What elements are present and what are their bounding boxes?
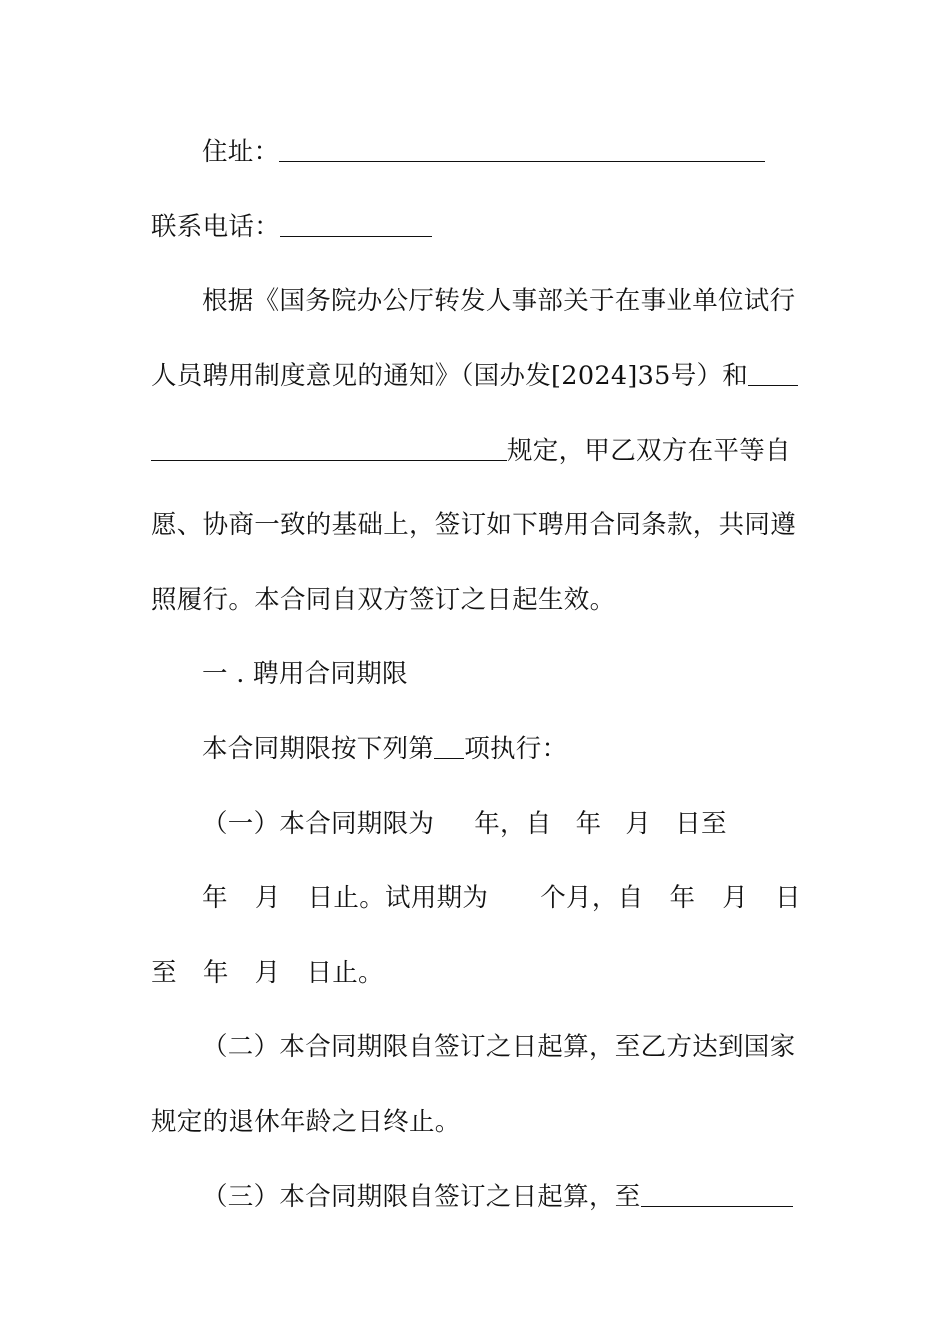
- item-text: 年: [669, 883, 696, 913]
- section-heading: [202, 654, 812, 694]
- paragraph-text: 愿、协商一致的基础上，签订如下聘用合同条款，共同遵: [151, 510, 797, 540]
- item-text: 年: [575, 809, 602, 839]
- item-line: [202, 1027, 812, 1067]
- item-text: （二）本合同期限自签订之日起算，至乙方达到国家: [202, 1032, 796, 1062]
- item-text: （一）本合同期限为: [202, 809, 435, 839]
- paragraph-text: 人员聘用制度意见的通知》（国办发[2024]35号）和: [151, 361, 749, 391]
- paragraph-line: [151, 356, 811, 396]
- option-number-blank: [434, 732, 464, 759]
- item-text: （三）本合同期限自签订之日起算，至: [202, 1182, 641, 1212]
- address-blank: [279, 135, 765, 162]
- item-text: 日: [775, 883, 801, 913]
- section-title: 一 . 聘用合同期限: [202, 659, 408, 689]
- item-text: 年: [202, 958, 229, 988]
- item-text: 日止。: [306, 958, 384, 988]
- item-text: 月: [254, 883, 281, 913]
- phone-blank: [280, 210, 432, 237]
- paragraph-line: [151, 580, 811, 620]
- paragraph-line: [151, 505, 811, 545]
- phone-line: [151, 207, 811, 247]
- item-text: 日至: [675, 809, 727, 839]
- item-text: 日止。试用期为: [307, 883, 489, 913]
- address-label: 住址：: [202, 137, 280, 167]
- section-intro-line: [202, 729, 812, 769]
- paragraph-text: 根据《国务院办公厅转发人事部关于在事业单位试行: [202, 286, 796, 316]
- item-line: [151, 953, 811, 993]
- phone-label: 联系电话：: [151, 212, 281, 242]
- intro-text: 本合同期限按下列第: [202, 734, 435, 764]
- item-text: 年，自: [474, 809, 552, 839]
- address-line: [202, 132, 812, 172]
- intro-text: 项执行：: [464, 734, 568, 764]
- regulation-blank-continued: [151, 434, 507, 461]
- item-text: 规定的退休年龄之日终止。: [151, 1107, 461, 1137]
- item-text: 年: [202, 883, 228, 913]
- item-text: 个月，自: [540, 883, 644, 913]
- item-text: 月: [254, 958, 281, 988]
- item-line: [202, 878, 812, 918]
- item-line: [202, 804, 812, 844]
- item-line: [202, 1177, 812, 1217]
- item-text: 月: [722, 883, 749, 913]
- paragraph-line: [151, 431, 811, 471]
- paragraph-text: 照履行。本合同自双方签订之日起生效。: [151, 585, 616, 615]
- paragraph-text: 规定，甲乙双方在平等自: [507, 436, 791, 466]
- end-date-blank: [641, 1180, 793, 1207]
- paragraph-line: [202, 281, 812, 321]
- item-line: [151, 1102, 811, 1142]
- regulation-blank: [748, 359, 798, 386]
- item-text: 月: [625, 809, 652, 839]
- item-text: 至: [151, 958, 177, 988]
